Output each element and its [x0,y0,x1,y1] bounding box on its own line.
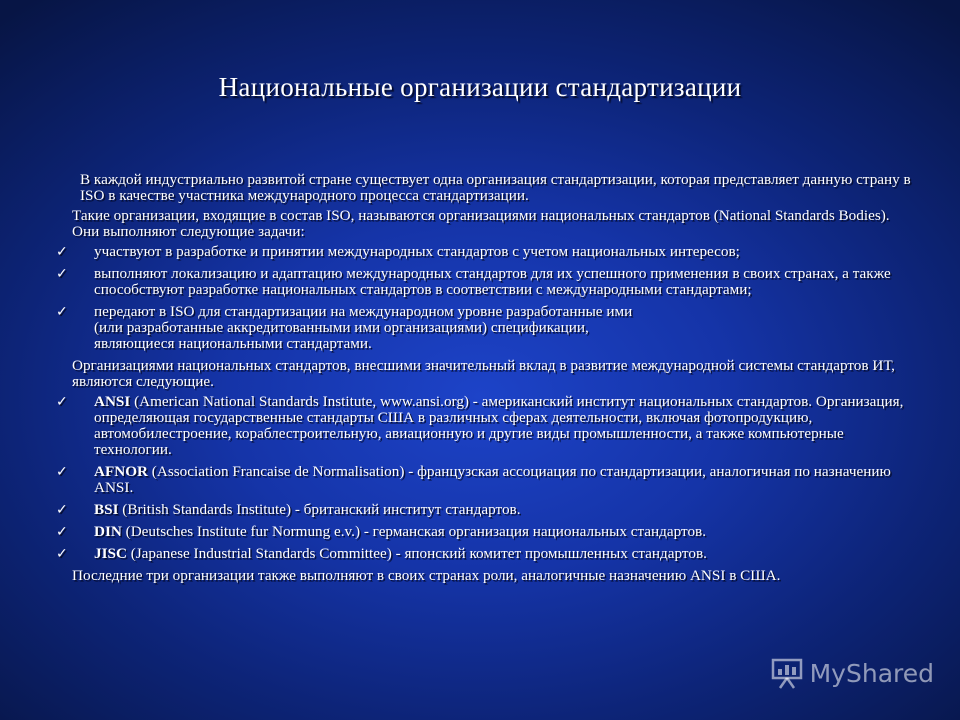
closing-paragraph: Последние три организации также выполняют в своих странах роли, аналогичные назначению ANSI в США. [72,567,781,584]
task-item [56,244,916,260]
orgs-intro-paragraph: Организациями национальных стандартов, внесшими значительный вклад в развитие международной системы стандартов ИТ, являются следующие. [72,357,895,390]
org-item-bsi [56,502,916,518]
task-text: участвуют в разработке и принятии международных стандартов с учетом национальных интересов; [94,243,740,260]
org-description: (Japanese Industrial Standards Committee) - японский комитет промышленных стандартов. [126,545,707,562]
task-item [56,304,916,352]
org-description: (Deutsches Institute fur Normung e.v.) - германская организация национальных стандартов. [121,523,707,540]
org-abbr: AFNOR [94,463,148,480]
org-item-afnor [56,464,916,496]
task-item [56,266,916,298]
intro-paragraph-1: В каждой индустриально развитой стране существует одна организация стандартизации, которая представляет данную страну в ISO в качестве участника международного процесса стандартизации. [80,171,911,204]
checkmark-icon: ✓ [56,244,68,260]
checkmark-icon: ✓ [56,524,68,540]
checkmark-icon: ✓ [56,304,68,320]
slide-body [56,172,916,588]
checkmark-icon: ✓ [56,394,68,410]
org-abbr: DIN [94,523,122,540]
checkmark-icon: ✓ [56,464,68,480]
org-abbr: ANSI [94,393,131,410]
intro-paragraph-2: Такие организации, входящие в состав ISO, называются организациями национальных стандартов (National Standards Bodies). Они выполняют следующие задачи: [72,207,890,240]
presentation-icon [770,656,804,690]
org-abbr: BSI [94,501,119,518]
checkmark-icon: ✓ [56,266,68,282]
task-text: выполняют локализацию и адаптацию международных стандартов для их успешного применения в своих странах, а также способствуют разработке национальных стандартов в соответствии с международными стандартами; [94,265,891,298]
checkmark-icon: ✓ [56,546,68,562]
org-item-jisc [56,546,916,562]
watermark-text: MyShared [809,658,934,688]
checkmark-icon: ✓ [56,502,68,518]
watermark-logo [770,656,934,690]
org-description: (British Standards Institute) - британский институт стандартов. [118,501,521,518]
org-description: (American National Standards Institute, www.ansi.org) - американский институт национальных стандартов. Организация, определяющая государственные стандарты США в различных сферах деятельности, включая фотопродукцию, автомобилестроение, кораблестроительную, авиационную и другие виды промышленности, а также компьютерные технологии. [94,393,904,458]
task-text: передают в ISO для стандартизации на международном уровне разработанные ими (или разработанные аккредитованными ими организациями) спецификации, являющиеся национальными стандартами. [94,303,633,352]
org-abbr: JISC [94,545,127,562]
org-item-din [56,524,916,540]
slide-title: Национальные организации стандартизации [218,72,742,102]
org-description: (Association Francaise de Normalisation) - французская ассоциация по стандартизации, аналогичная по назначению ANSI. [94,463,891,496]
org-item-ansi [56,394,916,458]
